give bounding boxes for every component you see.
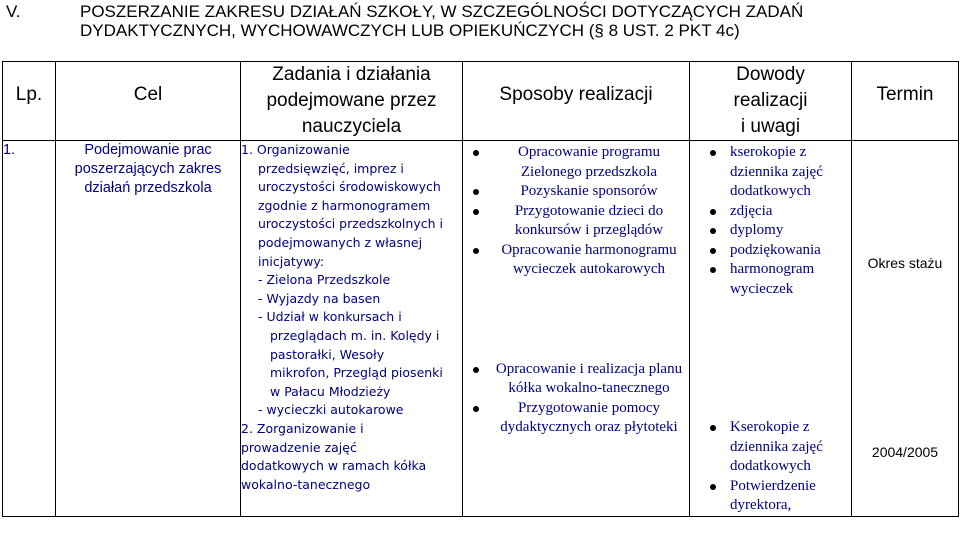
list-item: Pozyskanie sponsorów [463, 182, 689, 202]
task-line: - Zielona Przedszkole [258, 272, 391, 288]
section-heading: POSZERZANIE ZAKRESU DZIAŁAŃ SZKOŁY, W SZCZEGÓLNOŚCI DOTYCZĄCYCH ZADAŃ DYDAKTYCZNYCH, WYCHOWAWCZYCH LUB OPIEKUŃCZYCH (§ 8 UST. 2 PKT 4c) [80, 2, 804, 40]
ways-list [463, 360, 689, 438]
row-sposoby [463, 141, 690, 517]
task-line: przeglądach m. in. Kolędy i [270, 327, 440, 343]
list-item: Opracowanie i realizacja planu kółka wokalno-tanecznego [463, 360, 689, 399]
row-lp: 1. [3, 141, 56, 517]
table-header-row [3, 62, 959, 141]
task-line: zgodnie z harmonogramem [258, 197, 431, 213]
header-zadania [241, 62, 463, 141]
header-zadania-line: Zadania i działania [272, 64, 431, 85]
header-zadania-line: nauczyciela [301, 116, 402, 137]
task-line: 1. Organizowanie [241, 142, 350, 157]
header-dowody [690, 62, 852, 141]
task-line: podejmowanych z własnej [258, 234, 423, 250]
term-period: Okres stażu [867, 255, 943, 271]
task-line: - wycieczki autokarowe [258, 402, 404, 418]
header-zadania-line: podejmowane przez [266, 90, 437, 111]
header-lp: Lp. [3, 62, 56, 141]
list-item: Kserokopie z dziennika zajęć dodatkowych [690, 418, 851, 477]
task-line: wokalno-tanecznego [241, 476, 371, 492]
task-line: uroczystości środowiskowych [258, 179, 441, 195]
list-item: Opracowanie programu Zielonego przedszkola [463, 143, 689, 182]
header-dowody-line: realizacji [733, 90, 808, 111]
section-number: V. [6, 2, 21, 21]
task-line: uroczystości przedszkolnych i [258, 216, 443, 232]
table-row [3, 141, 959, 517]
task-line: w Pałacu Młodzieży [270, 383, 391, 399]
ways-list [463, 143, 689, 280]
task-line: dodatkowych w ramach kółka [241, 458, 427, 474]
row-tasks [241, 141, 463, 517]
proof-list [690, 418, 851, 516]
proof-list [690, 143, 851, 299]
list-item: zdjęcia [690, 202, 851, 222]
task-line: - Udział w konkursach i [258, 309, 402, 325]
row-termin [852, 141, 959, 517]
plan-table [2, 61, 959, 517]
list-item: harmonogram wycieczek [690, 260, 851, 299]
header-termin: Termin [852, 62, 959, 141]
header-sposoby: Sposoby realizacji [463, 62, 690, 141]
list-item: Przygotowanie dzieci do konkursów i przeglądów [463, 202, 689, 241]
row-cel: Podejmowanie prac poszerzających zakres działań przedszkola [56, 141, 241, 517]
task-line: pastorałki, Wesoły [270, 346, 385, 362]
list-item: Opracowanie harmonogramu wycieczek autokarowych [463, 241, 689, 280]
header-cel: Cel [56, 62, 241, 141]
task-line: przedsięwzięć, imprez i [258, 160, 404, 176]
task-line: mikrofon, Przegląd piosenki [270, 365, 443, 381]
list-item: podziękowania [690, 241, 851, 261]
list-item: Przygotowanie pomocy dydaktycznych oraz płytoteki [463, 399, 689, 438]
term-year: 2004/2005 [871, 444, 939, 460]
task-line: - Wyjazdy na basen [258, 290, 381, 306]
task-line: prowadzenie zajęć [241, 439, 357, 455]
task-line: inicjatywy: [258, 253, 325, 269]
task-line: 2. Zorganizowanie i [241, 420, 364, 436]
list-item: kserokopie z dziennika zajęć dodatkowych [690, 143, 851, 202]
header-dowody-line: Dowody [736, 64, 805, 85]
row-dowody [690, 141, 852, 517]
list-item: dyplomy [690, 221, 851, 241]
list-item: Potwierdzenie dyrektora, [690, 477, 851, 516]
header-dowody-line: i uwagi [740, 116, 801, 137]
